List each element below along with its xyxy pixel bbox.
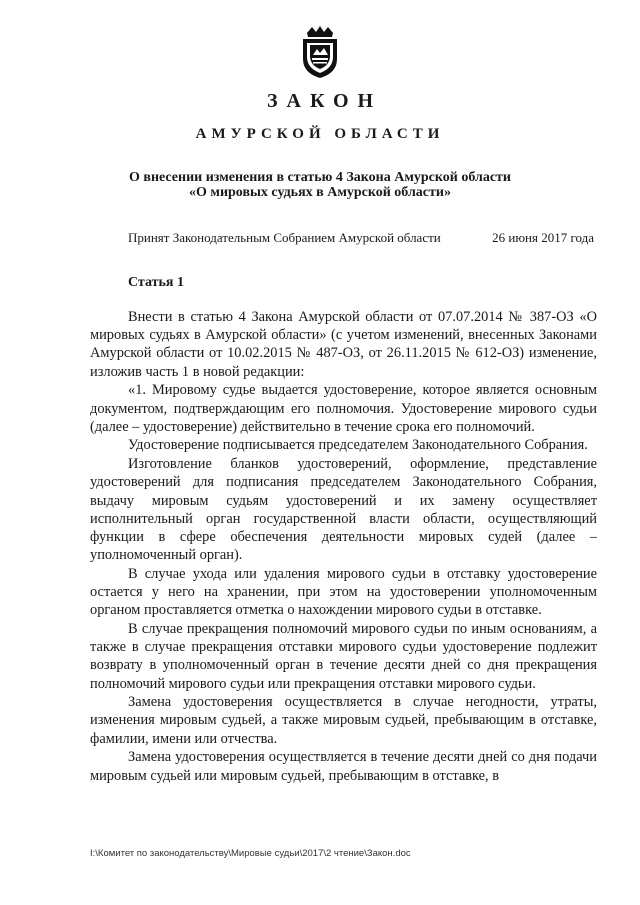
adopted-date: 26 июня 2017 года	[492, 230, 594, 245]
paragraph: Удостоверение подписывается председателем Законодательного Собрания.	[128, 437, 588, 454]
paragraph: Замена удостоверения осуществляется в течение десяти дней со дня подачи мировым судьей или мировым судьей, пребывающим в отставке, в	[90, 749, 597, 784]
law-title: ЗАКОН	[266, 90, 383, 112]
paragraph: «1. Мировому судье выдается удостоверение, которое является основным документом, подтверждающим его полномочия. Удостоверение мирового судьи (далее – удостоверение) действительно в течение срока его полномочий.	[90, 382, 597, 435]
document-heading	[80, 170, 560, 200]
adopted-by: Принят Законодательным Собранием Амурской области	[128, 230, 441, 245]
article-body	[90, 308, 597, 785]
paragraph: В случае ухода или удаления мирового судьи в отставку удостоверение остается у него на хранении, при этом на удостоверении уполномоченным органом проставляется отметка о нахождении мирового судьи в отставке.	[90, 565, 597, 619]
paragraph: Изготовление бланков удостоверений, оформление, представление удостоверений для подписания председателем Законодательного Собрания, выдачу мировым судьям удостоверений и их замену осуществляет исполнительный орган государственной власти области, осуществляющий функции в сфере обеспечения деятельности мировых судей (далее – уполномоченный орган).	[90, 456, 597, 564]
heading-line-2: «О мировых судьях в Амурской области»	[189, 185, 451, 200]
article-title: Статья 1	[128, 275, 184, 290]
adoption-line	[128, 230, 594, 246]
paragraph: Замена удостоверения осуществляется в случае негодности, утраты, изменения мировым судьей, а также мировым судьей, пребывающим в отставке, фамилии, имени или отчества.	[90, 694, 597, 747]
paragraph: В случае прекращения полномочий мирового судьи по иным основаниям, а также в случае прекращения отставки мирового судьи удостоверение подлежит возврату в уполномоченный орган в течение десяти дней со дня прекращения полномочий мирового судьи или прекращения отставки мирового судьи.	[90, 620, 597, 692]
footer-file-path: I:\Комитет по законодательству\Мировые судьи\2017\2 чтение\Закон.doc	[90, 848, 411, 859]
paragraph: Внести в статью 4 Закона Амурской области от 07.07.2014 № 387-ОЗ «О мировых судьях в Амурской области» (с учетом изменений, внесенных Законами Амурской области от 10.02.2015 № 487-ОЗ, от 26.11.2015 № 612-ОЗ) изменение, изложив часть 1 в новой редакции:	[90, 309, 597, 380]
heading-line-1: О внесении изменения в статью 4 Закона Амурской области	[129, 170, 511, 185]
law-subtitle: АМУРСКОЙ ОБЛАСТИ	[195, 126, 445, 142]
coat-of-arms-emblem-icon	[299, 25, 341, 79]
